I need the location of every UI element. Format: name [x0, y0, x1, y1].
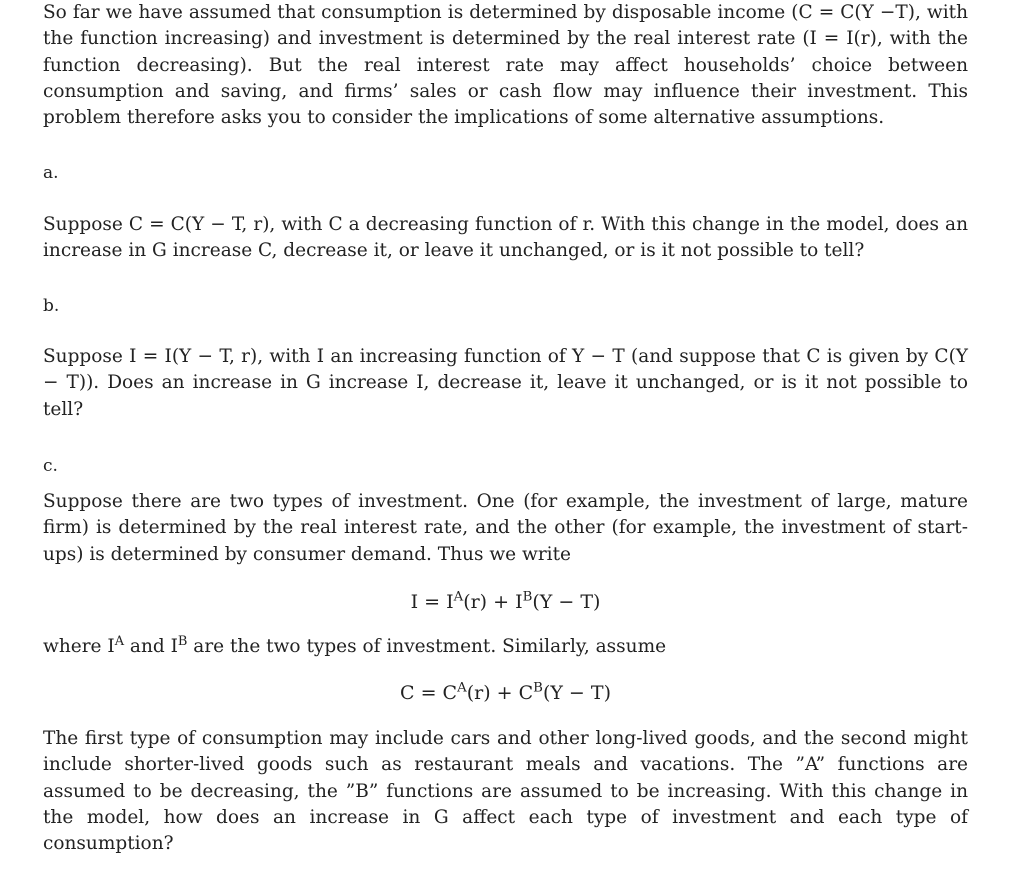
- part-c-where-text: where $I^A$ and $I^B$ are the two types of investment. Similarly, assume: [43, 633, 667, 657]
- intro-paragraph: So far we have assumed that consumption is determined by disposable income (C = C(Y −T), with the function increasing) and investment is determined by the real interest rate (I = I(r), with the function decreasing). But the real interest rate may affect households’ choice between consumption and saving, and firms’ sales or cash flow may influence their investment. This problem therefore asks you to consider the implications of some alternative assumptions.: [43, 2, 968, 129]
- part-c-label: c.: [43, 456, 58, 476]
- consumption-equation: $C = C^A(r) + C^B(Y - T)$: [400, 680, 611, 704]
- investment-equation: $I = I^A(r) + I^B(Y - T)$: [410, 589, 601, 613]
- part-c-intro: Suppose there are two types of investment. One (for example, the investment of large, mature firm) is determined by the real interest rate, and the other (for example, the investment of start-ups) is determined by consumer demand. Thus we write: [43, 491, 968, 565]
- part-b-question: Suppose I = I(Y − T, r), with I an increasing function of Y − T (and suppose that C is given by C(Y − T)). Does an increase in G increase I, decrease it, leave it unchanged, or is it not possible to tell?: [43, 346, 968, 420]
- part-a-question: Suppose C = C(Y − T, r), with C a decreasing function of r. With this change in the model, does an increase in G increase C, decrease it, or leave it unchanged, or is it not possible to tell?: [43, 214, 968, 262]
- part-c-question: The first type of consumption may include cars and other long-lived goods, and the second might include shorter-lived goods such as restaurant meals and vacations. The ”A” functions are assumed to be decreasing, the ”B” functions are assumed to be increasing. With this change in the model, how does an increase in G affect each type of investment and each type of consumption?: [43, 728, 968, 855]
- part-b-label: b.: [43, 296, 60, 316]
- part-a-label: a.: [43, 163, 59, 183]
